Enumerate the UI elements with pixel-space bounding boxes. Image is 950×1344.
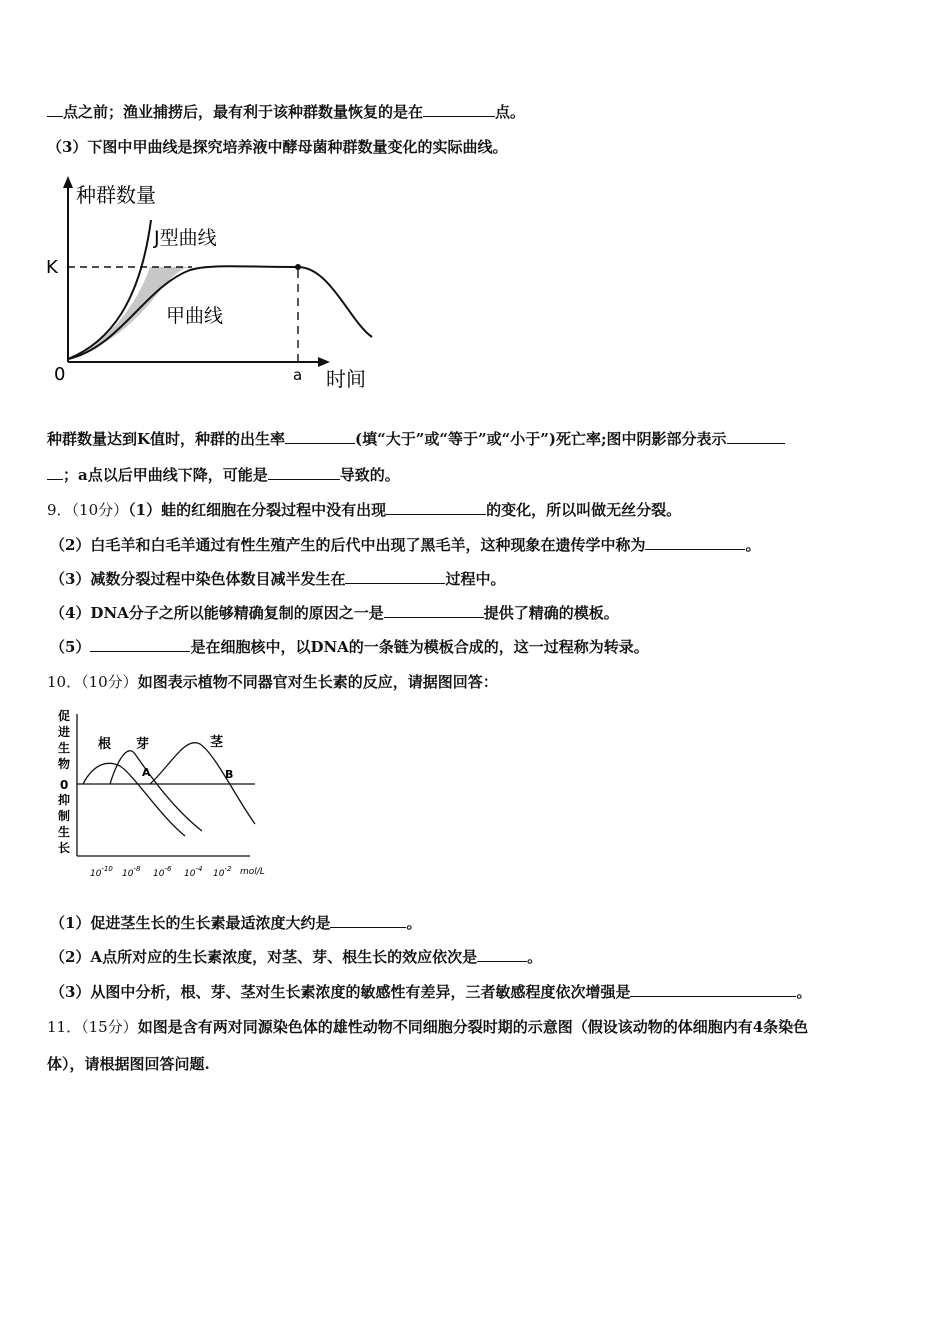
jia-curve-label: 甲曲线: [166, 305, 224, 327]
point-a-marker: [295, 264, 301, 270]
origin-label: 0: [54, 364, 66, 385]
answer-blank[interactable]: [285, 429, 355, 444]
y-label-char: 促: [58, 709, 71, 723]
y-axis-arrow-icon: [63, 176, 73, 188]
x-tick-label: $10^{-10}$: [90, 865, 113, 879]
a-label: a: [293, 366, 303, 384]
x-tick-label: $10^{-6}$: [153, 865, 172, 879]
answer-blank[interactable]: [645, 535, 745, 550]
text-line-4: ；a点以后甲曲线下降，可能是 导致的。: [47, 465, 400, 485]
text-line-2: （3）下图中甲曲线是探究培养液中酵母菌种群数量变化的实际曲线。: [47, 138, 508, 156]
y-label-char: 生: [58, 825, 71, 839]
answer-blank[interactable]: [268, 465, 340, 480]
point-b-label: B: [225, 768, 234, 781]
x-tick-label: $10^{-8}$: [122, 865, 141, 879]
answer-blank[interactable]: [727, 429, 785, 444]
question-10: 10．（10分）如图表示植物不同器官对生长素的反应，请据图回答：: [47, 673, 498, 691]
x-tick-label: $10^{-2}$: [213, 865, 232, 879]
y-label-char: 物: [58, 757, 71, 771]
question-11-cont: 体），请根据图回答问题.: [47, 1055, 210, 1073]
bud-curve: [110, 751, 202, 831]
text-line-3: 种群数量达到K值时，种群的出生率 (填“大于”或“等于”或“小于”)死亡率;图中阴影部分表示: [47, 429, 785, 449]
j-curve-label: J型曲线: [154, 227, 217, 249]
y-label-char: 长: [58, 841, 71, 855]
answer-blank[interactable]: [47, 465, 63, 480]
x-axis-label: 时间: [326, 367, 366, 391]
point-a-label: A: [142, 766, 151, 779]
answer-blank[interactable]: [330, 913, 406, 928]
answer-blank[interactable]: [630, 982, 796, 997]
x-axis-arrow-icon: [318, 357, 330, 367]
question-9-4: （4）DNA分子之所以能够精确复制的原因之一是 提供了精确的模板。: [50, 604, 619, 622]
bud-label: 芽: [136, 737, 150, 752]
answer-blank[interactable]: [384, 603, 484, 618]
k-label: K: [46, 257, 58, 278]
question-9-5: （5） 是在细胞核中，以DNA的一条链为模板合成的，这一过程称为转录。: [50, 638, 649, 656]
x-unit-label: mol/L: [240, 867, 265, 877]
x-tick-label: $10^{-4}$: [184, 865, 203, 879]
question-9-2: （2）白毛羊和白毛羊通过有性生殖产生的后代中出现了黑毛羊，这种现象在遗传学中称为 。: [50, 536, 761, 554]
answer-blank[interactable]: [477, 947, 527, 962]
stem-curve: [150, 743, 255, 824]
answer-blank[interactable]: [90, 637, 190, 652]
stem-label: 茎: [210, 735, 224, 750]
answer-blank[interactable]: [423, 102, 495, 117]
question-9: 9．（10分）（1）蛙的红细胞在分裂过程中没有出现 的变化，所以叫做无丝分裂。: [47, 501, 682, 519]
y-label-char: 生: [58, 741, 71, 755]
question-11: 11．（15分）如图是含有两对同源染色体的雄性动物不同细胞分裂时期的示意图（假设该动物的体细胞内有4条染色: [47, 1018, 809, 1036]
y-label-char: 进: [58, 725, 71, 739]
answer-blank[interactable]: [386, 500, 486, 515]
y-axis-label: 种群数量: [76, 183, 156, 207]
y-label-char: 0: [60, 778, 69, 792]
population-growth-figure: [40, 172, 400, 400]
question-9-3: （3）减数分裂过程中染色体数目减半发生在 过程中。: [50, 570, 506, 588]
question-10-3: （3）从图中分析，根、芽、茎对生长素浓度的敏感性有差异，三者敏感程度依次增强是 。: [50, 983, 812, 1001]
answer-blank[interactable]: [47, 102, 63, 117]
y-label-char: 抑: [58, 793, 71, 807]
root-label: 根: [98, 737, 112, 752]
text-line-1: 点之前；渔业捕捞后，最有利于该种群数量恢复的是在 点。: [47, 102, 525, 122]
auxin-response-figure: [50, 706, 290, 884]
y-label-char: 制: [58, 809, 71, 823]
question-10-1: （1）促进茎生长的生长素最适浓度大约是 。: [50, 914, 422, 932]
question-10-2: （2）A点所对应的生长素浓度，对茎、芽、根生长的效应依次是 。: [50, 948, 543, 966]
answer-blank[interactable]: [345, 569, 445, 584]
